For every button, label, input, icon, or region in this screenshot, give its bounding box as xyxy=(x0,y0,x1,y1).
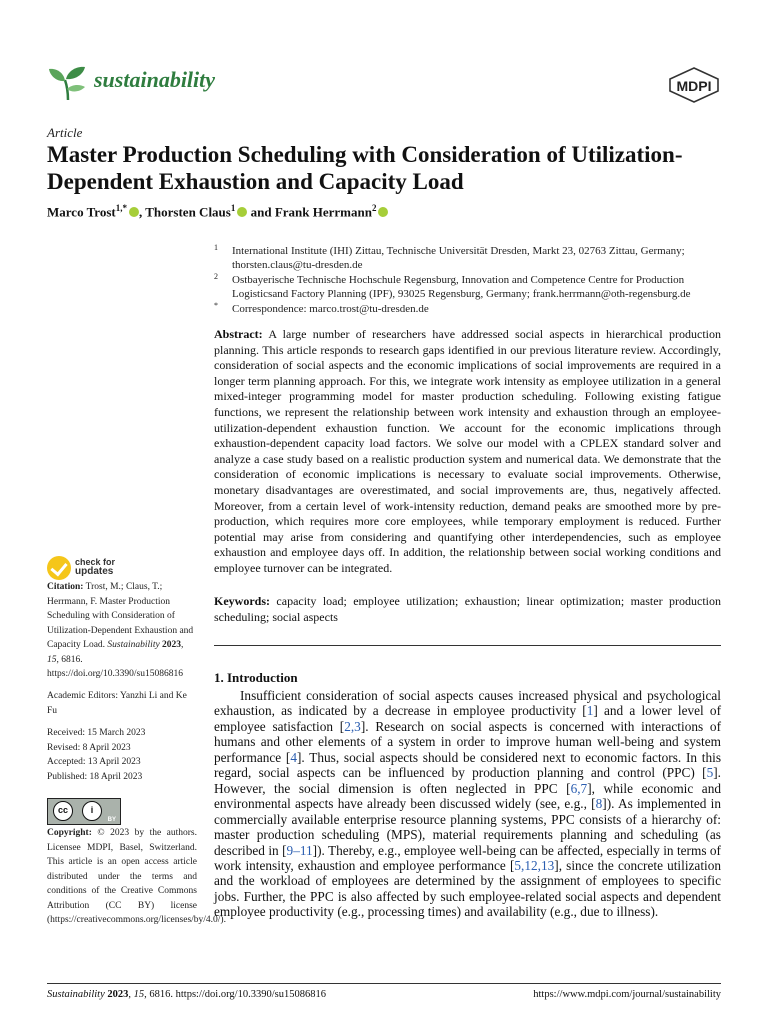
footer-journal: Sustainability xyxy=(47,989,105,1000)
date-published: Published: 18 April 2023 xyxy=(47,771,143,782)
cc-by-license-badge[interactable] xyxy=(47,798,121,825)
intro-text-segment: ] and a lower level of employee satisfaction [ xyxy=(214,703,722,734)
citation-ref-link[interactable]: 4 xyxy=(290,749,297,765)
abstract-label: Abstract: xyxy=(214,327,263,341)
affiliations xyxy=(214,244,724,317)
intro-text-segment: Insufficient consideration of social aspects causes increased physical and psychological exhaustion, as indicated by a decrease in employee productivity [ xyxy=(214,688,721,719)
editors-label: Academic Editors: xyxy=(47,691,118,701)
orcid-icon[interactable] xyxy=(129,207,139,217)
intro-text-segment: ], while economic and environmental aspects have already been discussed widely (see, e.g., [ xyxy=(214,780,721,812)
citation-doi[interactable]: , 6816. https://doi.org/10.3390/su15086816 xyxy=(47,654,184,679)
intro-text-segment: ]. Research on social aspects is concerned with interactions of humans and other elements of a system in order to improve human well-being and system performance [ xyxy=(214,718,721,765)
citation-text: Trost, M.; Claus, T.; Herrmann, F. Master Production Scheduling with Consideration of Utilization-Dependent Exhaustion and Capacity Load. xyxy=(47,582,194,650)
date-accepted: Accepted: 13 April 2023 xyxy=(47,757,141,767)
keywords-text: capacity load; employee utilization; exhaustion; linear optimization; master production scheduling; social aspects xyxy=(214,594,721,624)
intro-paragraph xyxy=(214,688,721,920)
citation-ref-link[interactable]: 8 xyxy=(595,796,603,812)
check-line1: check for xyxy=(75,557,116,567)
article-dates xyxy=(47,726,197,784)
academic-editors xyxy=(47,689,197,718)
attribution-person-icon: i xyxy=(82,801,102,821)
copyright-label: Copyright: xyxy=(47,828,92,838)
author-affil-sup: 2 xyxy=(371,203,377,213)
article-title: Master Production Scheduling with Consideration of Utilization-Dependent Exhaustion and Capacity Load xyxy=(47,142,683,194)
keywords xyxy=(214,594,721,625)
article-type: Article xyxy=(47,125,83,140)
author-affil-sup: 1 xyxy=(230,203,236,213)
keywords-label: Keywords: xyxy=(214,594,270,608)
intro-text-segment: ]. Thus, social aspects should be considered next to economic factors. In this regard, social aspects can be influenced by production planning and control (PPC) [ xyxy=(214,749,721,781)
affiliation-mark: * xyxy=(214,301,218,310)
footer-divider xyxy=(47,983,721,984)
affiliation-mark: 1 xyxy=(214,243,218,252)
orcid-icon[interactable] xyxy=(378,207,388,217)
copyright xyxy=(47,826,226,928)
author-list xyxy=(47,203,388,220)
affiliation-text: Correspondence: marco.trost@tu-dresden.de xyxy=(232,303,429,315)
intro-text-segment: ]. However, the social dimension is often neglected in PPC [ xyxy=(214,765,721,796)
intro-text-segment: ], since the concrete utilization and the workload of employees are determined by the assignment of employees to specific jobs. Further, the PPC is also affected by such employee-related social aspects and dependent employee productivity (e.g., processing times) and availability (e.g., due to illness). xyxy=(214,857,721,920)
citation-ref-link[interactable]: 1 xyxy=(586,703,594,719)
author-name[interactable]: Thorsten Claus xyxy=(145,204,231,220)
affiliation-item xyxy=(214,244,724,272)
section-heading: 1. Introduction xyxy=(214,670,298,685)
citation-ref-link[interactable]: 5 xyxy=(706,765,714,781)
citation-year: 2023 xyxy=(162,640,182,650)
affiliation-item xyxy=(214,273,724,301)
check-for-updates-badge[interactable] xyxy=(47,556,167,582)
abstract xyxy=(214,327,721,577)
footer-year: 2023 xyxy=(107,989,129,1000)
author-name[interactable]: Frank Herrmann xyxy=(274,204,372,220)
editors-names: Yanzhi Li and Ke Fu xyxy=(47,691,187,716)
date-revised: Revised: 8 April 2023 xyxy=(47,742,131,753)
intro-text-segment: ]). Thereby, e.g., employee well-being can be affected, especially in terms of work intensity, exhaustion and employee performance [ xyxy=(214,842,721,873)
section-divider xyxy=(214,645,721,646)
footer-citation: Sustainability 2023, 15, 6816. https://doi.org/10.3390/su15086816 xyxy=(47,989,326,1000)
citation-ref-link[interactable]: 5,12,13 xyxy=(514,857,555,873)
mdpi-logo[interactable] xyxy=(667,66,721,104)
author-name[interactable]: Marco Trost xyxy=(47,204,116,220)
publisher-name: MDPI xyxy=(676,78,712,94)
cc-by-label: BY xyxy=(107,817,116,823)
cc-icon: cc xyxy=(53,801,73,821)
citation-ref-link[interactable]: 6,7 xyxy=(570,780,588,796)
affiliation-text: International Institute (IHI) Zittau, Technische Universität Dresden, Markt 23, 02763 Zittau, Germany; thorsten.claus@tu-dresden.de xyxy=(232,245,685,271)
footer-volume: 15 xyxy=(133,989,145,1000)
citation-ref-link[interactable]: 9–11 xyxy=(286,842,313,858)
affiliation-item xyxy=(214,302,724,316)
orcid-icon[interactable] xyxy=(237,207,247,217)
citation: Citation: Trost, M.; Claus, T.; Herrmann, F. Master Production Scheduling with Consideration of Utilization-Dependent Exhaustion and Capacity Load. Sustainability 2023, 15, 6816. https://doi.org/10.3390/su15086816 xyxy=(47,582,194,679)
citation-volume: 15 xyxy=(47,654,57,665)
intro-text-segment: ]). As implemented in commercially available enterprise resource planning systems, PPC consists of a hierarchy of: master production scheduling (MPS), material requirements planning and scheduling (as described in [ xyxy=(214,796,721,858)
author-separator: and xyxy=(247,204,275,220)
citation-label: Citation: xyxy=(47,582,84,592)
affiliation-mark: 2 xyxy=(214,272,218,281)
author-separator: , xyxy=(138,204,146,220)
footer-doi[interactable]: , 6816. https://doi.org/10.3390/su15086816 xyxy=(144,989,326,1000)
copyright-text: © 2023 by the authors. Licensee MDPI, Basel, Switzerland. This article is an open access article distributed under the terms and conditions of the Creative Commons Attribution (CC BY) license (https://creativecommons.org/licenses/by/4.0/). xyxy=(47,828,226,925)
footer-journal-url[interactable]: https://www.mdpi.com/journal/sustainability xyxy=(533,989,721,1000)
sprout-leaves-icon xyxy=(47,62,89,104)
date-received: Received: 15 March 2023 xyxy=(47,728,146,738)
affiliation-text: Ostbayerische Technische Hochschule Regensburg, Innovation and Competence Centre for Production Logisticsand Factory Planning (IPF), 93025 Regensburg, Germany; frank.herrmann@oth-regensburg.de xyxy=(232,274,691,300)
citation-ref-link[interactable]: 2,3 xyxy=(344,718,361,734)
check-icon xyxy=(47,556,71,580)
abstract-text: A large number of researchers have addressed social aspects in hierarchical production planning. This article responds to research gaps identified in our previous literature review. Accordingly, consideration of social aspects and the economic implications of social improvements are required in a longer term planning approach. For this, we integrate work intensity as employee utilization in a general mixed-integer programming model for master production scheduling. Following existing fatigue functions, we represent the relationship between work intensity and exhaustion through an employee-utilization-dependent exhaustion function. We account for the economic implications through exhaustion-dependent capacity load factors. We solve our model with a CPLEX standard solver and analyze a case study based on a realistic production system and numerical data. We demonstrate that the consideration of economic implications is necessary to evaluate social improvements. Otherwise, monetary disadvantages are overestimated, and social improvements are, thus, negatively affected. Moreover, from a certain level of work-intensity reduction, demand peaks are smoothed more by pre-production, which requires more core employees, while temporary employment is reduced. Further potential may arise from considering and quantifying other interdependencies, such as employee exhaustion and employee days off. In addition, the relationship between social working conditions and employee turnover can be integrated. xyxy=(214,327,721,575)
citation-journal: Sustainability xyxy=(107,640,160,650)
author-affil-sup: 1,* xyxy=(115,203,127,213)
journal-name[interactable]: sustainability xyxy=(94,67,216,92)
check-line2: updates xyxy=(75,566,114,577)
